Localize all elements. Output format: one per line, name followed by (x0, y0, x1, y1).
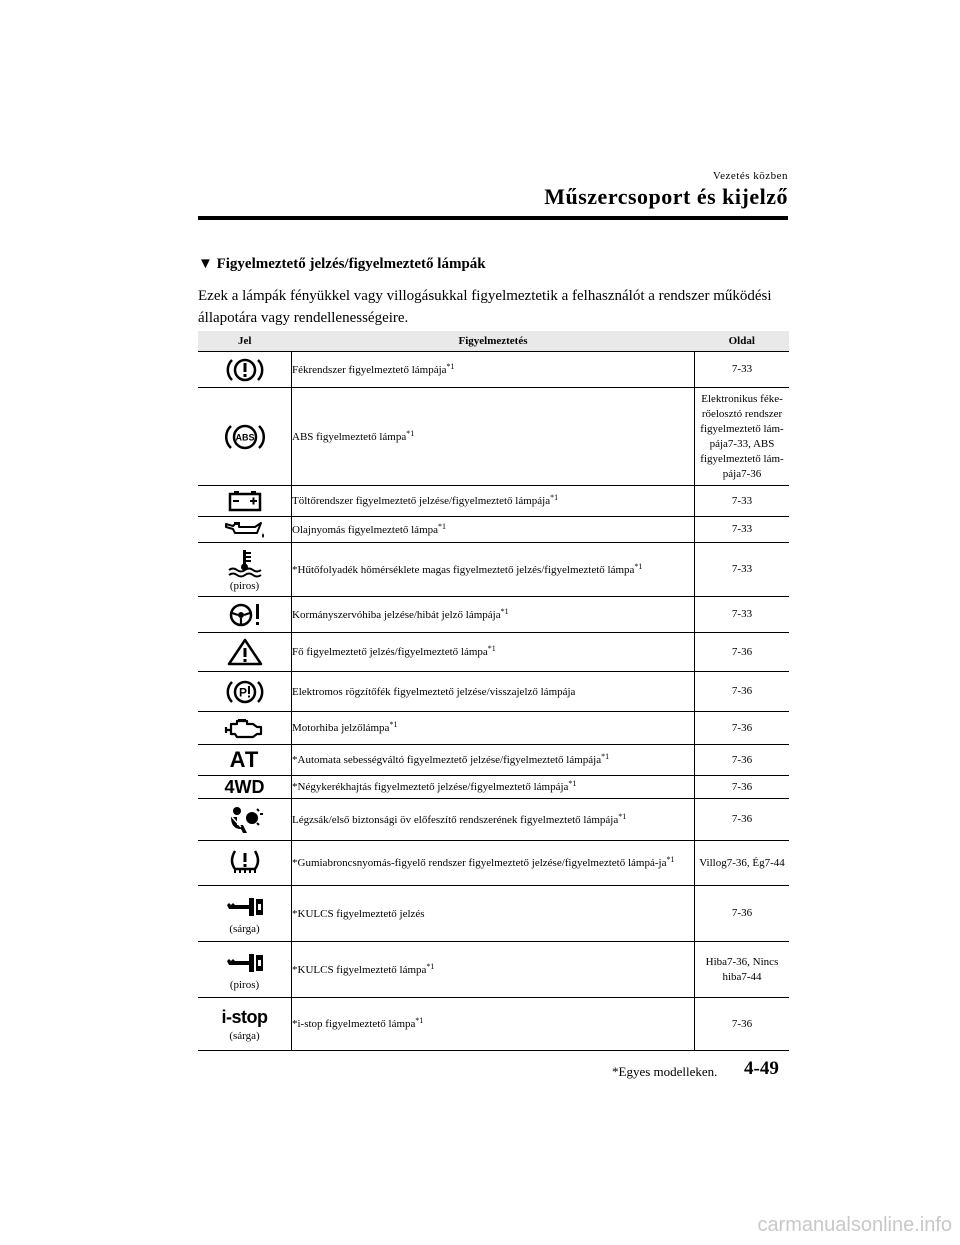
table-row (198, 745, 789, 776)
warning-cell: Töltőrendszer figyelmeztető jelzése/figyelmeztető lámpája$^{*1}$ (292, 486, 695, 517)
table-row (198, 388, 789, 486)
symbol-cell (198, 388, 292, 486)
color-label: (sárga) (229, 922, 260, 935)
symbol-cell (198, 841, 292, 886)
color-label: (sárga) (229, 1029, 260, 1042)
page-cell: 7-36 (695, 633, 790, 672)
check-engine-icon (223, 716, 267, 740)
watermark: carmanualsonline.info (757, 1214, 952, 1236)
page-cell: 7-36 (695, 799, 790, 841)
symbol-cell (198, 543, 292, 597)
key-warning-icon (223, 893, 267, 921)
warning-cell: *i-stop figyelmeztető lámpa$^{*1}$ (292, 998, 695, 1051)
page-cell: Elektronikus féke-rőelosztó rendszer figyelmeztető lám-pája7-33, ABS figyelmeztető lám-pája7-36 (695, 388, 790, 486)
table-row (198, 712, 789, 745)
symbol-cell (198, 776, 292, 799)
table-row (198, 841, 789, 886)
symbol-cell (198, 352, 292, 388)
table-row (198, 886, 789, 942)
table-row (198, 633, 789, 672)
symbol-cell (198, 597, 292, 633)
warning-cell: Fő figyelmeztető jelzés/figyelmeztető lámpa$^{*1}$ (292, 633, 695, 672)
table-header-row (198, 331, 789, 352)
warning-cell: Légzsák/első biztonsági öv előfeszítő rendszerének figyelmeztető lámpája$^{*1}$ (292, 799, 695, 841)
table-row (198, 597, 789, 633)
table-row (198, 352, 789, 388)
warning-lights-table (198, 331, 789, 1051)
table-row (198, 942, 789, 998)
svg-text:ABS: ABS (234, 432, 255, 442)
warning-cell: *Automata sebességváltó figyelmeztető jelzése/figyelmeztető lámpája$^{*1}$ (292, 745, 695, 776)
symbol-cell (198, 799, 292, 841)
warning-cell: Fékrendszer figyelmeztető lámpája$^{*1}$ (292, 352, 695, 388)
page-number: 4-49 (744, 1058, 779, 1079)
table-row (198, 543, 789, 597)
symbol-cell (198, 712, 292, 745)
table-row (198, 517, 789, 543)
symbol-cell (198, 486, 292, 517)
symbol-cell (198, 517, 292, 543)
page-cell: 7-36 (695, 998, 790, 1051)
page-cell: 7-33 (695, 352, 790, 388)
page-cell: 7-36 (695, 745, 790, 776)
oil-pressure-icon (223, 520, 267, 540)
section-title: ▼ Figyelmeztető jelzés/figyelmeztető lámpák (198, 256, 486, 272)
color-label: (piros) (229, 978, 260, 991)
table-row (198, 776, 789, 799)
intro-paragraph: Ezek a lámpák fényükkel vagy villogásukkal figyelmeztetik a felhasználót a rendszer működési állapotára vagy rendellenességeire. (198, 288, 772, 326)
four-wheel-drive-icon: 4WD (224, 776, 265, 797)
page-cell: 7-33 (695, 486, 790, 517)
table-row (198, 486, 789, 517)
page-title: Műszercsoport és kijelző (544, 184, 788, 209)
symbol-cell (198, 886, 292, 942)
table-row (198, 998, 789, 1051)
warning-cell: *KULCS figyelmeztető lámpa$^{*1}$ (292, 942, 695, 998)
footnote: *Egyes modelleken. (612, 1064, 718, 1079)
symbol-cell (198, 998, 292, 1051)
page-cell: 7-36 (695, 776, 790, 799)
header-warning: Figyelmeztetés (292, 331, 695, 352)
header-rule (198, 216, 788, 220)
warning-cell: *KULCS figyelmeztető jelzés (292, 886, 695, 942)
svg-text:P: P (238, 685, 247, 699)
table-row (198, 672, 789, 712)
page-cell: 7-33 (695, 517, 790, 543)
brake-warning-icon (225, 355, 265, 385)
electric-parking-brake-icon (225, 677, 265, 707)
warning-cell: Motorhiba jelzőlámpa$^{*1}$ (292, 712, 695, 745)
page-cell: 7-33 (695, 597, 790, 633)
tire-pressure-icon (225, 847, 265, 879)
battery-charging-icon (225, 489, 265, 513)
warning-cell: Kormányszervóhiba jelzése/hibát jelző lámpája$^{*1}$ (292, 597, 695, 633)
i-stop-icon: i-stop (221, 1006, 268, 1027)
key-warning-icon (223, 949, 267, 977)
header-page: Oldal (695, 331, 790, 352)
page-cell: 7-33 (695, 543, 790, 597)
symbol-cell (198, 672, 292, 712)
symbol-cell (198, 942, 292, 998)
automatic-transmission-icon: AT (229, 747, 260, 772)
warning-cell: *Gumiabroncsnyomás-figyelő rendszer figyelmeztető jelzése/figyelmeztető lámpá-$ja^{*1}$ (292, 841, 695, 886)
page-cell: 7-36 (695, 712, 790, 745)
symbol-cell (198, 633, 292, 672)
warning-cell: ABS figyelmeztető lámpa$^{*1}$ (292, 388, 695, 486)
table-row (198, 799, 789, 841)
page-cell: 7-36 (695, 672, 790, 712)
page-cell: Villog7-36, Ég7-44 (695, 841, 790, 886)
color-label: (piros) (229, 579, 260, 592)
header-chapter: Vezetés közben (712, 170, 788, 182)
header-symbol: Jel (198, 331, 292, 352)
page-cell: Hiba7-36, Nincs hiba7-44 (695, 942, 790, 998)
airbag-seatbelt-icon (223, 805, 267, 835)
coolant-temperature-icon (225, 548, 265, 578)
warning-cell: *Hűtőfolyadék hőmérséklete magas figyelmeztető jelzés/figyelmeztető lámpa$^{*1}$ (292, 543, 695, 597)
symbol-cell (198, 745, 292, 776)
warning-cell: Elektromos rögzítőfék figyelmeztető jelzése/visszajelző lámpája (292, 672, 695, 712)
warning-cell: *Négykerékhajtás figyelmeztető jelzése/figyelmeztető lámpája$^{*1}$ (292, 776, 695, 799)
power-steering-icon (225, 601, 265, 629)
warning-cell: Olajnyomás figyelmeztető lámpa$^{*1}$ (292, 517, 695, 543)
master-warning-icon (225, 637, 265, 667)
page-cell: 7-36 (695, 886, 790, 942)
abs-warning-icon (225, 421, 265, 453)
